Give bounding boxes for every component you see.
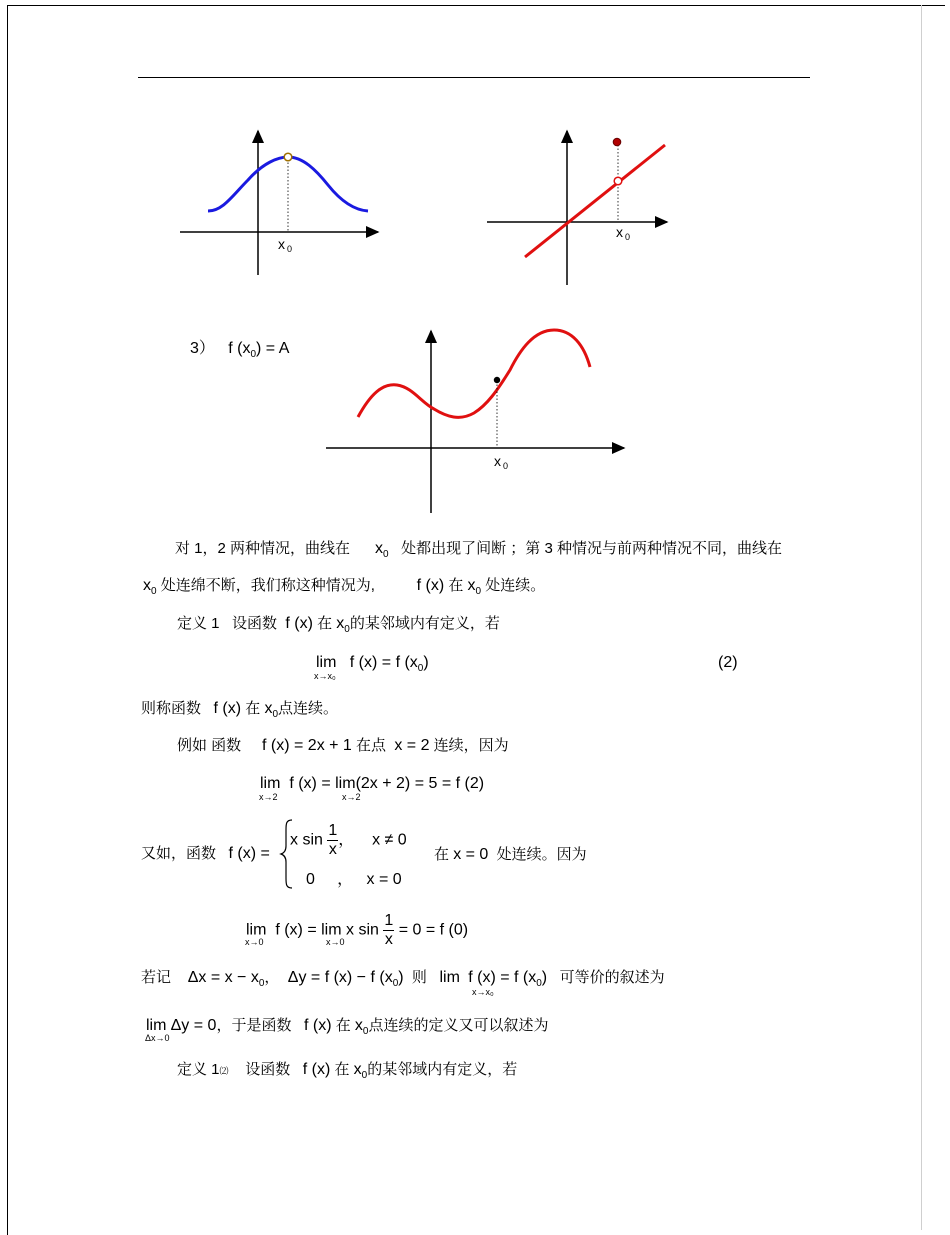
example1-lim1-subscript: x→2 [259,792,278,802]
equation-number-2: (2) [718,654,738,671]
red-curve [358,330,590,417]
filled-point [494,377,500,383]
delta-lim2-subscript: Δx→0 [145,1033,170,1043]
delta-restatement: lim Δy = 0，于是函数 f (x) 在 $x_0$点连续的定义又可以叙述为 [146,1017,549,1037]
red-line [525,145,665,257]
para1-line1: 对 1，2 两种情况，曲线在 $x_0$ 处都出现了间断 ；第 3 种情况与前两种情况不同，曲线在 [175,540,782,560]
filled-point [613,138,621,146]
definition-1-conclusion: 则称函数 f (x) 在 $x_0$点连续。 [141,700,339,720]
figure-1-removable-discontinuity [178,125,388,280]
x0-label: x [616,224,623,240]
x0-label: x [494,453,501,469]
x0-label-sub: 0 [287,244,293,254]
figure-2-displaced-point [485,125,675,290]
figure-3-continuous-curve [322,325,632,520]
example-1-limit: lim f (x) = lim(2x + 2) = 5 = f (2) [260,775,485,792]
definition-1: 定义 1 设函数 f (x) 在 $x_0$的某邻域内有定义，若 [177,615,500,635]
x0-label-sub: 0 [503,461,509,471]
piecewise-case-1: x sin $\frac{1}{x}$ ， x ≠ 0 [290,822,407,858]
example-2-point: 在 x = 0 处连续。因为 [434,846,587,863]
case-3-label: 3） f $(x_0) = A$ [190,340,290,360]
def1-lim-subscript: x→x₀ [314,671,336,681]
example2-lim1-subscript: x→0 [245,937,264,947]
header-rule [138,77,810,78]
example-2-limit: lim f (x) = lim x sin $\frac{1}{x}$ = 0 = f (0) [246,912,469,948]
right-margin-rule [921,5,922,1230]
x0-label: x [278,236,285,252]
example-1: 例如 函数 f (x) = 2x + 1 在点 x = 2 连续，因为 [177,737,509,754]
hole-point [284,153,292,161]
definition-1-alt: 定义 1⑵ 设函数 f (x) 在 $x_0$的某邻域内有定义，若 [177,1061,518,1081]
piecewise-case-2: 0 ， x = 0 [306,871,402,888]
example-2-intro: 又如，函数 f (x) = [141,845,270,862]
x0-label-sub: 0 [625,232,631,242]
example1-lim2-subscript: x→2 [342,792,361,802]
hole-point [614,177,622,185]
definition-1-formula: lim f (x) = f $(x_0)$ [316,654,429,674]
delta-lim-subscript: x→x₀ [472,987,494,997]
para1-line2: $x_0$ 处连绵不断，我们称这种情况为, f (x) 在 $x_0$ 处连续。 [143,577,546,597]
example2-lim2-subscript: x→0 [326,937,345,947]
delta-notation: 若记 $\Delta x = x - x_0$， Δy = f (x) − f $(x_0)$ 则 lim f (x) = f $(x_0)$ 可等价的叙述为 [141,969,665,989]
